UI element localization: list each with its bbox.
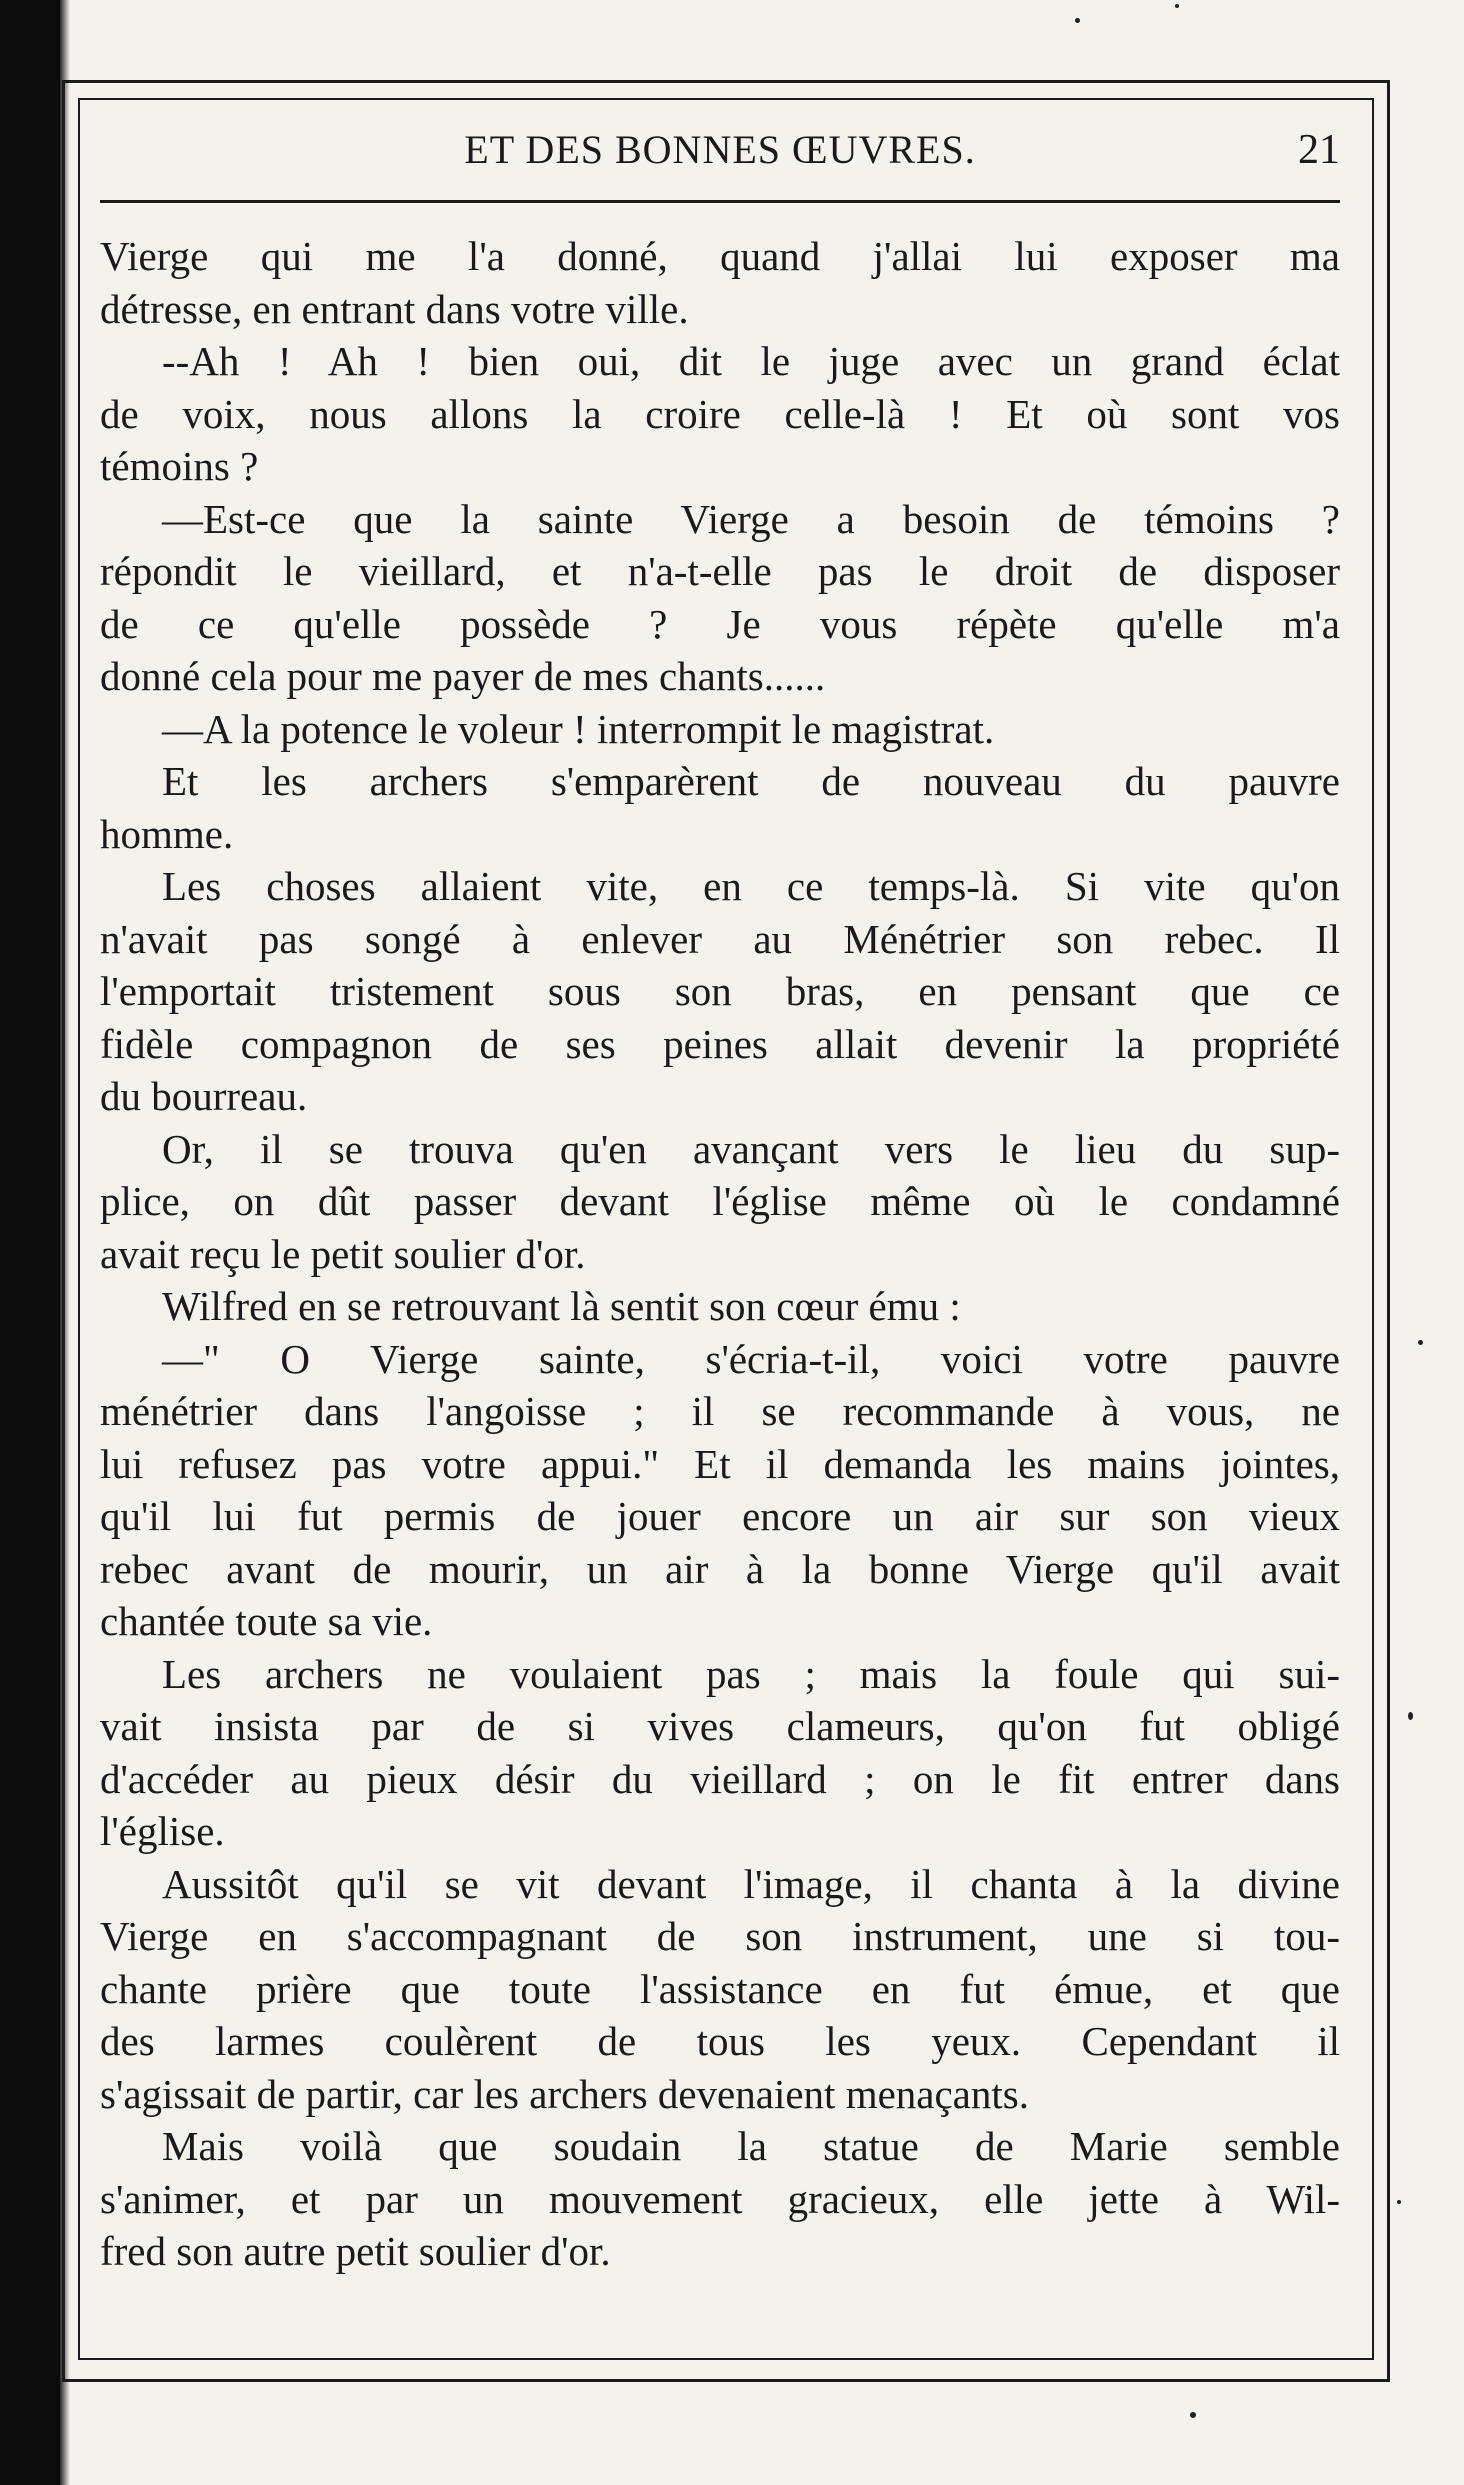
ink-speck — [1190, 2412, 1196, 2418]
text-line: chante prière que toute l'assistance en fut émue, et que — [100, 1965, 1340, 2012]
text-line: Et les archers s'emparèrent de nouveau du pauvre — [162, 758, 1340, 804]
book-spine-shadow — [0, 0, 60, 2485]
paragraph — [100, 230, 1340, 335]
paragraph — [100, 1280, 1340, 1333]
text-line: fidèle compagnon de ses peines allait devenir la propriété — [100, 1020, 1340, 1067]
text-line: —A la potence le voleur ! interrompit le magistrat. — [162, 705, 995, 752]
text-line: --Ah ! Ah ! bien oui, dit le juge avec un grand éclat — [162, 338, 1340, 384]
text-line: avait reçu le petit soulier d'or. — [100, 1230, 586, 1277]
paragraph — [100, 493, 1340, 703]
paragraph — [100, 335, 1340, 493]
text-line: d'accéder au pieux désir du vieillard ; on le fit entrer dans — [100, 1755, 1340, 1802]
page-number: 21 — [1298, 127, 1340, 173]
ink-speck — [1075, 18, 1080, 23]
ink-speck — [1408, 1712, 1413, 1720]
text-line: l'emportait tristement sous son bras, en pensant que ce — [100, 968, 1340, 1014]
text-line: témoins ? — [100, 443, 259, 489]
text-line: —Est-ce que la sainte Vierge a besoin de témoins ? — [162, 495, 1340, 542]
paragraph — [100, 755, 1340, 860]
ink-speck — [1175, 4, 1179, 8]
text-line: ménétrier dans l'angoisse ; il se recommande à vous, ne — [100, 1388, 1340, 1434]
text-line: de voix, nous allons la croire celle-là ! Et où sont vos — [100, 390, 1340, 437]
text-line: l'église. — [100, 1808, 225, 1854]
text-line: fred son autre petit soulier d'or. — [100, 2228, 611, 2274]
text-line: Mais voilà que soudain la statue de Marie semble — [162, 2123, 1340, 2169]
text-line: Aussitôt qu'il se vit devant l'image, il chanta à la divine — [162, 1860, 1340, 1907]
text-line: Wilfred en se retrouvant là sentit son cœur ému : — [162, 1283, 961, 1329]
text-line: Les choses allaient vite, en ce temps-là. Si vite qu'on — [162, 863, 1340, 909]
header-rule — [100, 200, 1340, 203]
paragraph — [100, 1333, 1340, 1648]
text-line: —" O Vierge sainte, s'écria-t-il, voici votre pauvre — [162, 1335, 1340, 1382]
paragraph — [100, 1123, 1340, 1281]
text-line: Or, il se trouva qu'en avançant vers le lieu du sup- — [162, 1125, 1340, 1172]
text-line: répondit le vieillard, et n'a-t-elle pas le droit de disposer — [100, 548, 1340, 594]
paragraph — [100, 1648, 1340, 1858]
text-line: homme. — [100, 810, 234, 857]
paragraph — [100, 860, 1340, 1123]
text-line: de ce qu'elle possède ? Je vous répète qu'elle m'a — [100, 600, 1340, 647]
page-body — [100, 230, 1340, 2278]
text-line: des larmes coulèrent de tous les yeux. Cependant il — [100, 2018, 1340, 2064]
running-title: ET DES BONNES ŒUVRES. — [464, 127, 976, 172]
text-line: chantée toute sa vie. — [100, 1598, 433, 1644]
text-line: s'agissait de partir, car les archers devenaient menaçants. — [100, 2070, 1029, 2117]
text-line: Vierge qui me l'a donné, quand j'allai lui exposer ma — [100, 233, 1340, 279]
text-line: donné cela pour me payer de mes chants...... — [100, 653, 826, 699]
text-line: rebec avant de mourir, un air à la bonne Vierge qu'il avait — [100, 1545, 1340, 1592]
text-line: s'animer, et par un mouvement gracieux, elle jette à Wil- — [100, 2175, 1340, 2222]
running-header — [100, 118, 1340, 178]
text-line: Vierge en s'accompagnant de son instrument, une si tou- — [100, 1913, 1340, 1959]
paragraph — [100, 2120, 1340, 2278]
text-line: vait insista par de si vives clameurs, qu'on fut obligé — [100, 1703, 1340, 1749]
ink-speck — [1418, 1340, 1423, 1345]
ink-speck — [1397, 2200, 1401, 2204]
text-line: du bourreau. — [100, 1073, 308, 1119]
text-line: plice, on dût passer devant l'église même où le condamné — [100, 1178, 1340, 1224]
text-line: lui refusez pas votre appui." Et il demanda les mains jointes, — [100, 1440, 1340, 1487]
text-line: Les archers ne voulaient pas ; mais la foule qui sui- — [162, 1650, 1340, 1697]
paragraph — [100, 703, 1340, 756]
text-line: détresse, en entrant dans votre ville. — [100, 285, 689, 332]
text-line: qu'il lui fut permis de jouer encore un air sur son vieux — [100, 1493, 1340, 1539]
paragraph — [100, 1858, 1340, 2121]
text-line: n'avait pas songé à enlever au Ménétrier son rebec. Il — [100, 915, 1340, 962]
